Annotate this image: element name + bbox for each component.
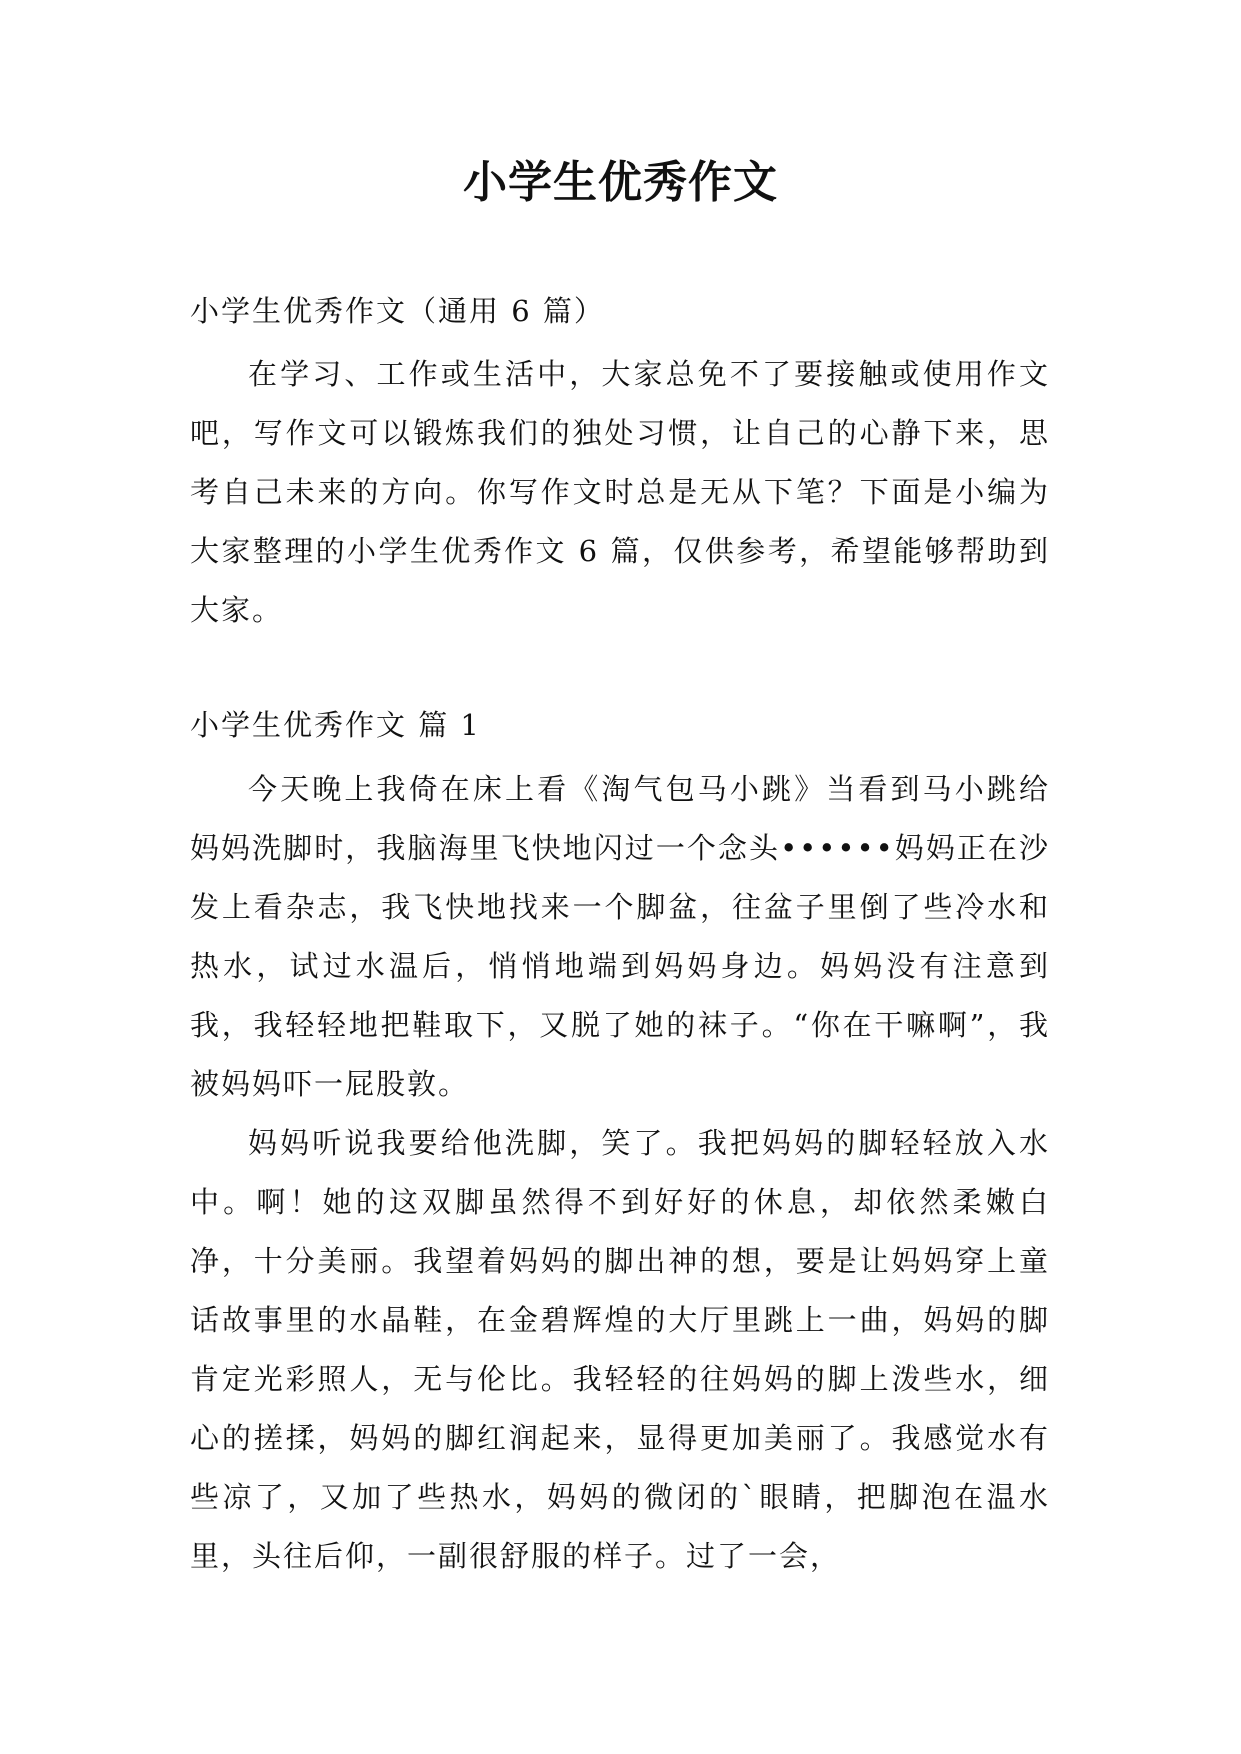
intro-paragraph: 在学习、工作或生活中，大家总免不了要接触或使用作文吧，写作文可以锻炼我们的独处习惯，让自己的心静下来，思考自己未来的方向。你写作文时总是无从下笔？下面是小编为大家整理的小学生优秀作文 6 篇，仅供参考，希望能够帮助到大家。 [190,357,1050,627]
essay-paragraph-1: 今天晚上我倚在床上看《淘气包马小跳》当看到马小跳给妈妈洗脚时，我脑海里飞快地闪过一个念头••••••妈妈正在沙发上看杂志，我飞快地找来一个脚盆，往盆子里倒了些冷水和热水，试过水温后，悄悄地端到妈妈身边。妈妈没有注意到我，我轻轻地把鞋取下，又脱了她的袜子。“你在干嘛啊”，我被妈妈吓一屁股敦。 [190,772,1050,1101]
section-title: 小学生优秀作文 篇 1 [190,708,481,742]
essay-paragraph-2: 妈妈听说我要给他洗脚，笑了。我把妈妈的脚轻轻放入水中。啊！她的这双脚虽然得不到好好的休息，却依然柔嫩白净，十分美丽。我望着妈妈的脚出神的想，要是让妈妈穿上童话故事里的水晶鞋，在金碧辉煌的大厅里跳上一曲，妈妈的脚肯定光彩照人，无与伦比。我轻轻的往妈妈的脚上泼些水，细心的搓揉，妈妈的脚红润起来，显得更加美丽了。我感觉水有些凉了，又加了些热水，妈妈的微闭的`眼睛，把脚泡在温水里，头往后仰，一副很舒服的样子。过了一会， [190,1126,1050,1573]
intro-paragraph-block [190,345,1050,640]
document-subtitle: 小学生优秀作文（通用 6 篇） [190,294,605,328]
essay-body [190,760,1050,1586]
document-title: 小学生优秀作文 [463,157,778,208]
